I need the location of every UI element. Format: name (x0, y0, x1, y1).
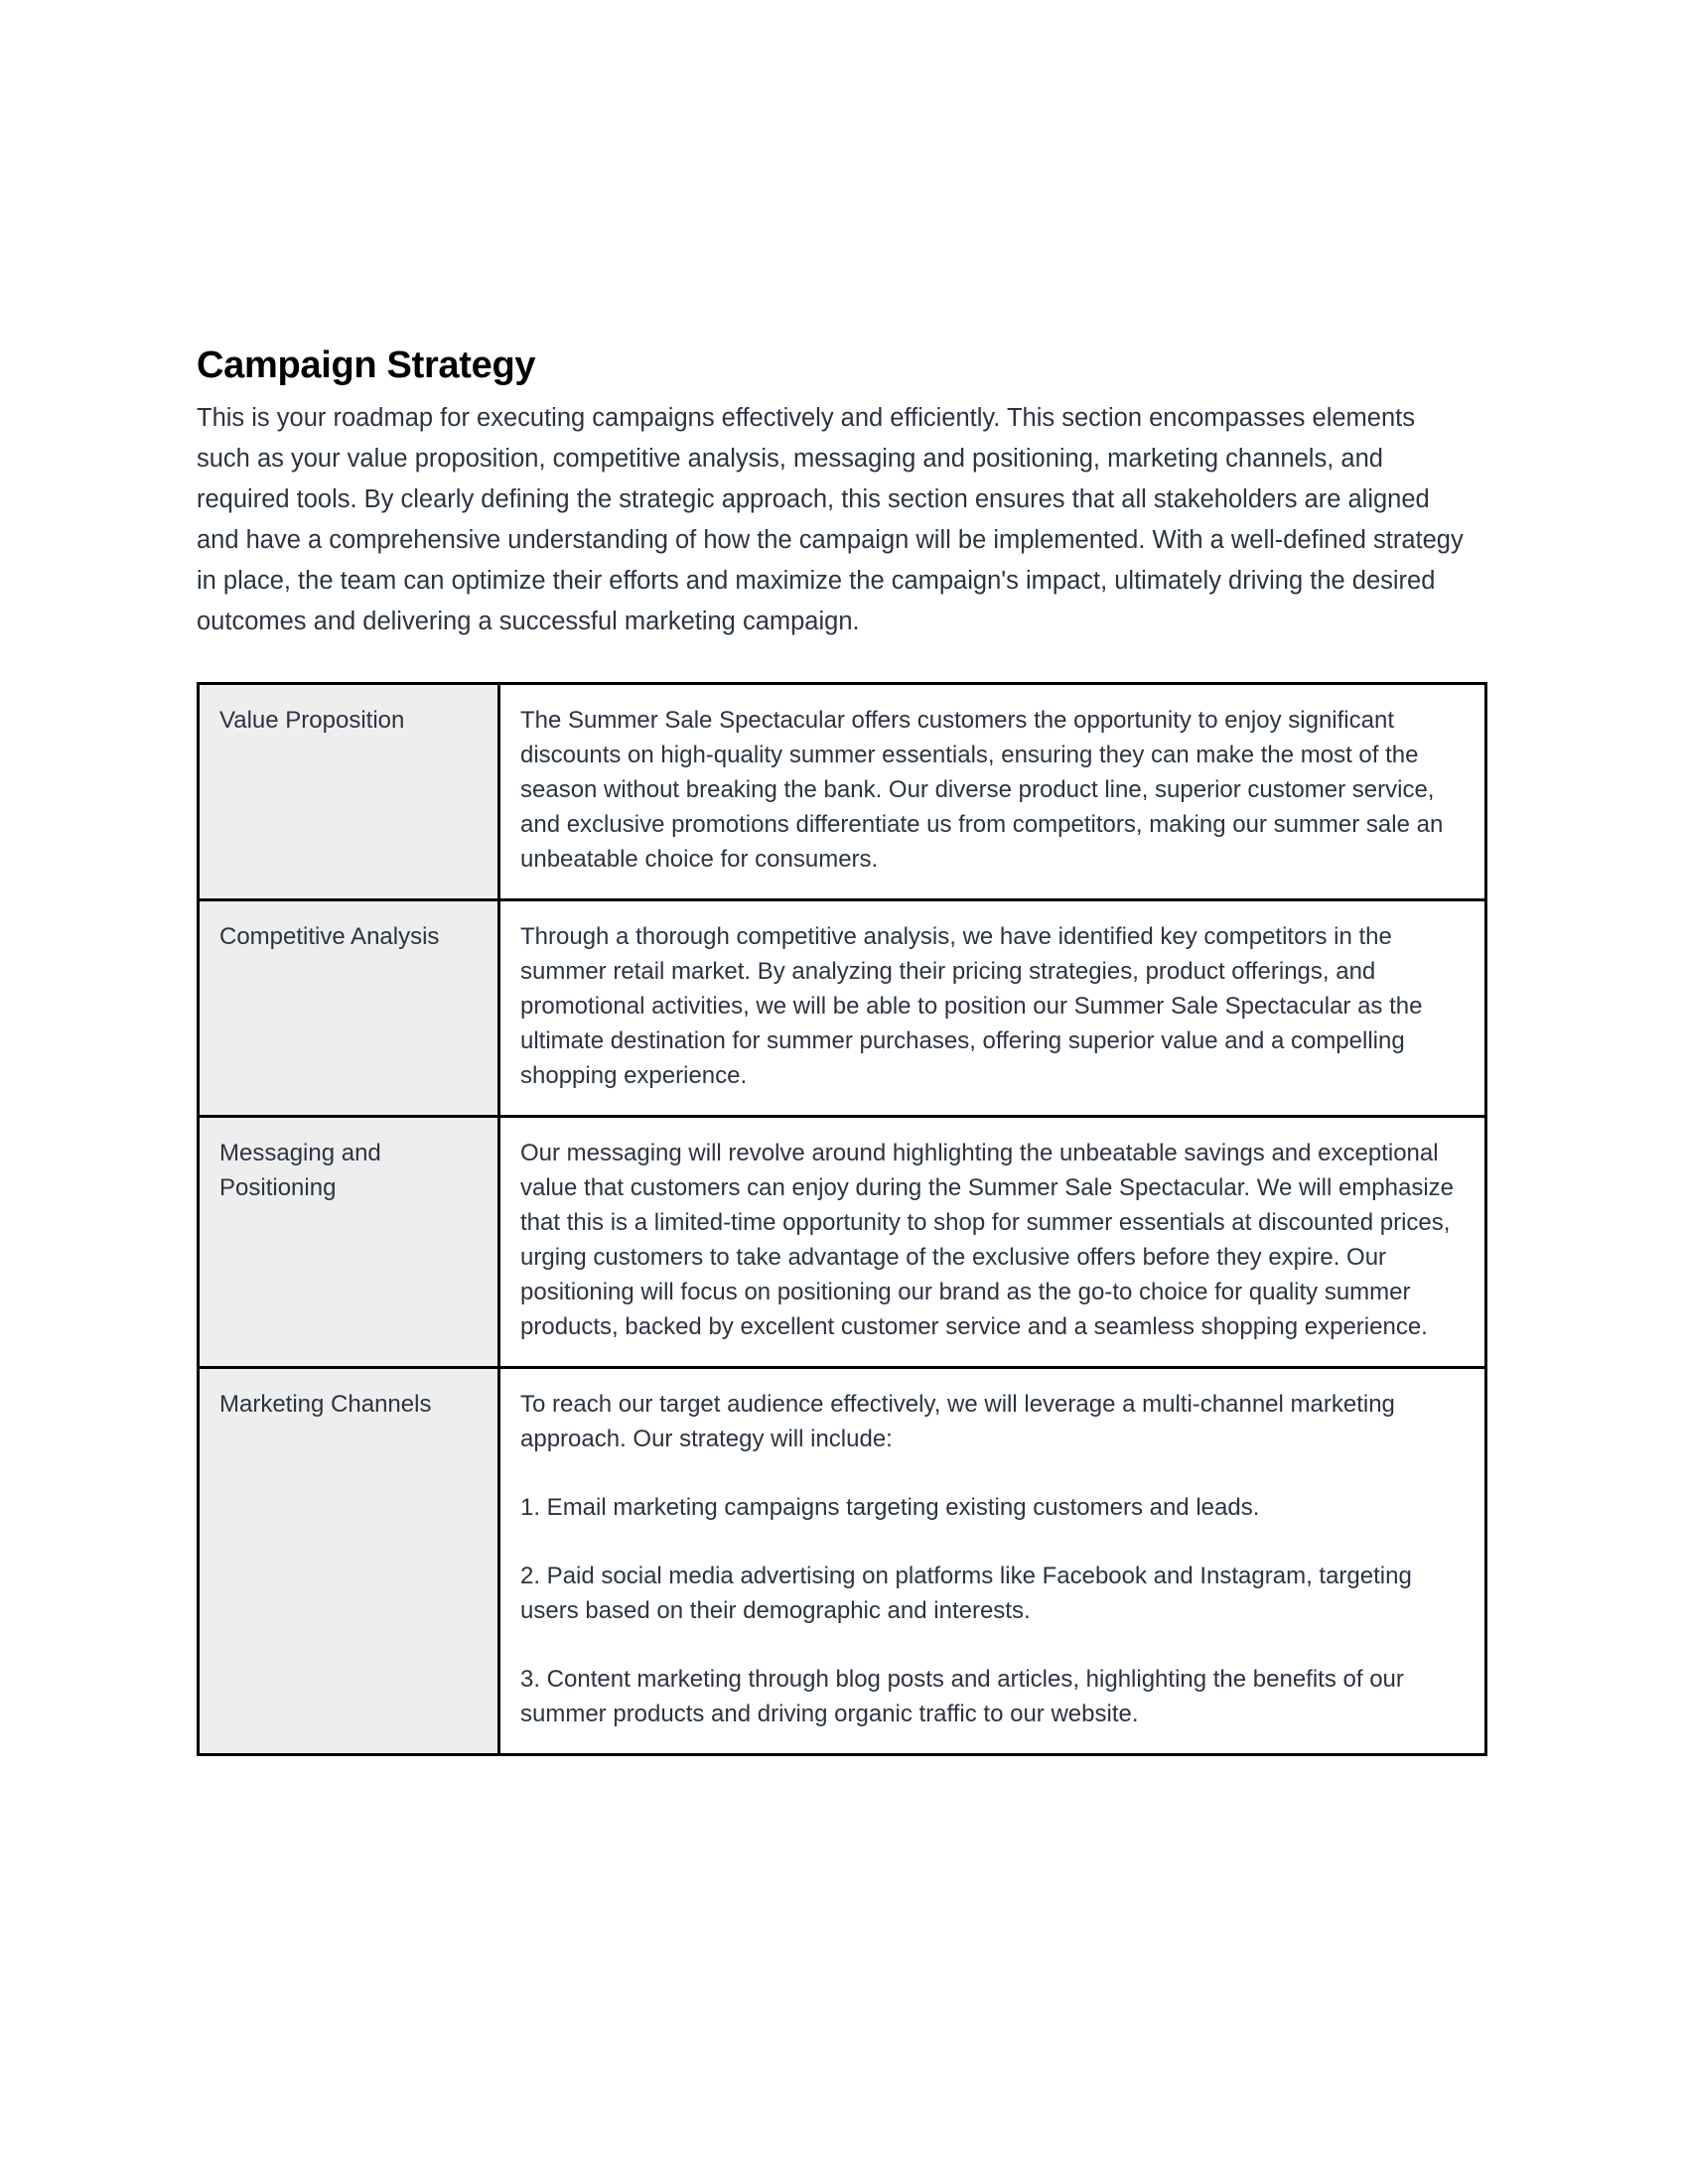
row-paragraph: Through a thorough competitive analysis, we have identified key competitors in the summer retail market. By analyzing their pricing strategies, product offerings, and promotional activities, we will be able to position our Summer Sale Spectacular as the ultimate destination for summer purchases, offering superior value and a compelling shopping experience. (520, 922, 1423, 1089)
row-label: Competitive Analysis (219, 922, 440, 950)
row-body-cell (499, 1116, 1486, 1367)
row-body-cell (499, 899, 1486, 1116)
row-paragraph: To reach our target audience effectively, we will leverage a multi-channel marketing approach. Our strategy will include: (520, 1390, 1395, 1452)
row-label-cell (199, 1116, 499, 1367)
row-list-item: 3. Content marketing through blog posts and articles, highlighting the benefits of our summer products and driving organic traffic to our website. (520, 1665, 1404, 1727)
row-list-item: 1. Email marketing campaigns targeting existing customers and leads. (520, 1493, 1260, 1521)
campaign-strategy-table (197, 682, 1487, 1756)
row-label: Marketing Channels (219, 1390, 432, 1418)
row-body-cell (499, 1367, 1486, 1754)
table-body (199, 683, 1486, 1754)
row-label-cell (199, 899, 499, 1116)
table-row (199, 899, 1486, 1116)
row-body-cell (499, 683, 1486, 899)
document-content (197, 343, 1489, 1756)
table-row (199, 683, 1486, 899)
row-label: Messaging and Positioning (219, 1139, 381, 1201)
table-row (199, 1367, 1486, 1754)
intro-paragraph: This is your roadmap for executing campaigns effectively and efficiently. This section encompasses elements such as your value proposition, competitive analysis, messaging and positioning, marketing channels, and required tools. By clearly defining the strategic approach, this section ensures that all stakeholders are aligned and have a comprehensive understanding of how the campaign will be implemented. With a well-defined strategy in place, the team can optimize their efforts and maximize the campaign's impact, ultimately driving the desired outcomes and delivering a successful marketing campaign. (197, 403, 1464, 635)
row-list-item: 2. Paid social media advertising on platforms like Facebook and Instagram, targeting users based on their demographic and interests. (520, 1562, 1412, 1624)
row-label: Value Proposition (219, 706, 405, 734)
row-paragraph: The Summer Sale Spectacular offers customers the opportunity to enjoy significant discounts on high-quality summer essentials, ensuring they can make the most of the season without breaking the bank. Our diverse product line, superior customer service, and exclusive promotions differentiate us from competitors, making our summer sale an unbeatable choice for consumers. (520, 706, 1444, 873)
row-paragraph: Our messaging will revolve around highlighting the unbeatable savings and exceptional value that customers can enjoy during the Summer Sale Spectacular. We will emphasize that this is a limited-time opportunity to shop for summer essentials at discounted prices, urging customers to take advantage of the exclusive offers before they expire. Our positioning will focus on positioning our brand as the go-to choice for quality summer products, backed by excellent customer service and a seamless shopping experience. (520, 1139, 1455, 1340)
row-label-cell (199, 683, 499, 899)
row-label-cell (199, 1367, 499, 1754)
page-title: Campaign Strategy (197, 344, 536, 386)
table-row (199, 1116, 1486, 1367)
